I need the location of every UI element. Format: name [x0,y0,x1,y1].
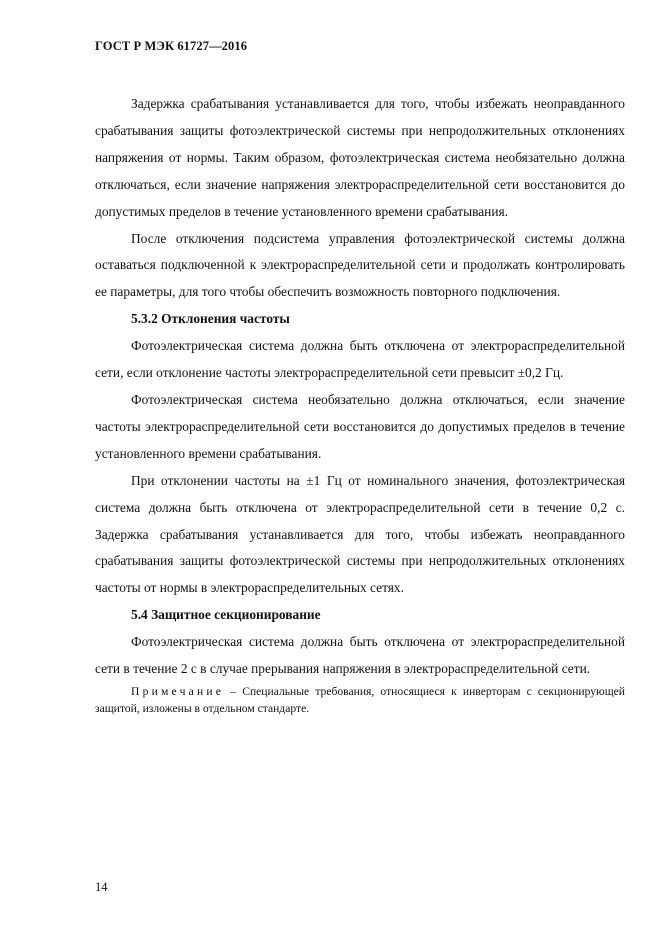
body-paragraph: Фотоэлектрическая система должна быть отключена от электрораспределительной сети, если отклонение частоты электрораспределительной сети превысит ±0,2 Гц. [95,338,625,381]
document-body [95,91,625,717]
section-heading-5-3-2: 5.3.2 Отклонения частоты [131,311,290,327]
note-text: – Специальные требования, относящиеся к инверторам с секционирующей защитой, изложены в отдельном стандарте. [95,684,625,715]
body-paragraph: Фотоэлектрическая система должна быть отключена от электрораспределительной сети в течение 2 с в случае прерывания напряжения в электрораспределительной сети. [95,634,625,677]
note [95,683,625,717]
section-heading-5-4: 5.4 Защитное секционирование [131,607,321,623]
document-header: ГОСТ Р МЭК 61727—2016 [95,39,248,53]
note-label: Примечание [131,684,225,698]
body-paragraph: После отключения подсистема управления фотоэлектрической системы должна оставаться подключенной к электрораспределительной сети и продолжать контролировать ее параметры, для того чтобы обеспечить возможность повторного подключения. [95,230,625,300]
body-paragraph: Фотоэлектрическая система необязательно должна отключаться, если значение частоты электрораспределительной сети восстановится до допустимых пределов в течение установленного времени срабатывания. [95,391,625,461]
body-paragraph: При отклонении частоты на ±1 Гц от номинального значения, фотоэлектрическая система должна быть отключена от электрораспределительной сети в течение 0,2 с. Задержка срабатывания устанавливается для того, чтобы избежать неоправданного срабатывания защиты фотоэлектрической системы при непродолжительных отклонениях частоты от нормы в электрораспределительных сетях. [95,472,625,596]
page-number: 14 [95,880,108,894]
body-paragraph: Задержка срабатывания устанавливается для того, чтобы избежать неоправданного срабатывания защиты фотоэлектрической системы при непродолжительных отклонениях напряжения от нормы. Таким образом, фотоэлектрическая система необязательно должна отключаться, если значение напряжения электрораспределительной сети восстановится до допустимых пределов в течение установленного времени срабатывания. [95,96,625,219]
